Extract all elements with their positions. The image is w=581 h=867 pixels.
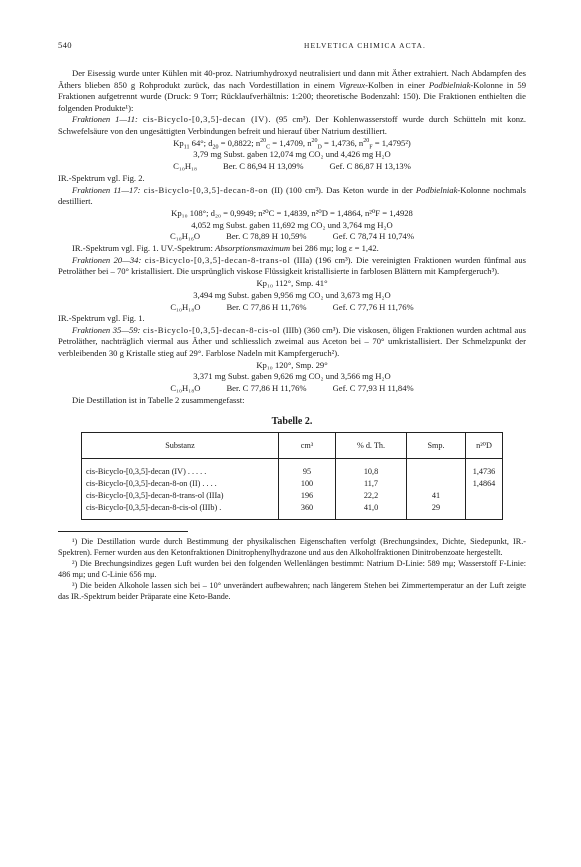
fraction-1-data <box>58 138 526 173</box>
fraction-2-formula: C₁₀H₁₆O Ber. C 78,89 H 10,59% Gef. C 78,74 H 10,74% <box>170 231 414 242</box>
col-substanz: Substanz <box>82 433 279 459</box>
fraction-4-boiling-point: Kp₁₀ 120°, Smp. 29° <box>256 359 328 370</box>
page-number: 540 <box>58 40 72 50</box>
table-row: cis-Bicyclo-[0,3,5]-decan (IV) . . . . . 95 10,8 1,4736 <box>82 459 502 479</box>
fraction-1-compound: cis-Bicyclo-[0,3,5]-decan (IV). <box>142 114 272 125</box>
fraction-3-label: Fraktionen 20—34: <box>72 254 142 265</box>
table-title: Tabelle 2. <box>271 415 313 427</box>
footnote-divider <box>58 531 188 532</box>
page-header <box>58 40 526 54</box>
fraction-3-ir: IR.-Spektrum vgl. Fig. 1. <box>58 313 145 324</box>
fraction-3-formula: C₁₀H₁₈O Ber. C 77,86 H 11,76% Gef. C 77,76 H 11,76% <box>170 301 414 312</box>
fraction-2-spectra: IR.-Spektrum vgl. Fig. 1. UV.-Spektrum: Absorptionsmaximum bei 286 mμ; log ε = 1,42. <box>72 243 379 254</box>
fraction-2-boiling-point: Kp₁₀ 108°; d₂₀ = 0,9949; n²⁰C = 1,4839, n²⁰D = 1,4864, n²⁰F = 1,4928 <box>171 207 413 218</box>
fraction-4-paragraph: Fraktionen 35—59: cis-Bicyclo-[0,3,5]-decan-8-cis-ol (IIIb) (360 cm³). Die viskosen, öligen Fraktionen wurden achtmal aus Petroläther, nachträglich viermal aus Äther und schliesslich zweimal aus Aceton bei – 70° umkristallisiert. Der Schmelzpunkt der verbleibenden 30 g Kristalle stieg auf 29°. Farblose Nadeln mit Kampfergeruch²). <box>58 324 526 359</box>
fraction-4-formula: C₁₀H₁₈O Ber. C 77,86 H 11,76% Gef. C 77,93 H 11,84% <box>170 383 414 394</box>
col-pct: % d. Th. <box>336 433 407 459</box>
table-2 <box>81 432 503 520</box>
fraction-2-label: Fraktionen 11—17: <box>72 184 141 195</box>
fraction-3-data <box>58 278 526 313</box>
fraction-1-label: Fraktionen 1—11: <box>72 114 138 125</box>
fraction-3-compound: cis-Bicyclo-[0,3,5]-decan-8-trans-ol <box>144 254 291 265</box>
fraction-4-compound: cis-Bicyclo-[0,3,5]-decan-8-cis-ol <box>142 324 281 335</box>
fraction-1-boiling-point: $Kp_{11}$ 64°; $d_{20} = 0,8822$; $n^{20}_C = 1,4709$, $n^{20}_D = 1,4736$, $n^{20}_F = 1,4795^2$) <box>173 137 411 151</box>
journal-page <box>58 40 526 602</box>
col-smp: Smp. <box>407 433 466 459</box>
footnote-3: ³) Die beiden Alkohole lassen sich bei – 10° unverändert aufbewahren; nach längerem Stehen bei Zimmertemperatur an der Luft zeigte das IR.-Spektrum beider Präparate eine Keto-Bande. <box>58 581 526 602</box>
fraction-2-paragraph: Fraktionen 11—17: cis-Bicyclo-[0,3,5]-decan-8-on (II) (100 cm³). Das Keton wurde in der Podbielniak-Kolonne nochmals destilliert. <box>58 184 526 207</box>
fraction-4-label: Fraktionen 35—59: <box>72 324 141 335</box>
intro-text-c: -Kolonne in 59 Fraktionen aufgetrennt wurde (Druck: 9 Torr; Rücklaufverhältnis: 1:200; theoretische Bodenzahl: 150). Die Fraktionen enthielten die folgenden Produkte¹): <box>58 79 527 113</box>
fraction-3-paragraph: Fraktionen 20—34: cis-Bicyclo-[0,3,5]-decan-8-trans-ol (IIIa) (196 cm³). Die vereinigten Fraktionen wurden fünfmal aus Petroläther bei – 70° kristallisiert. Die ursprünglich viskose Flüssigkeit kristallisierte in farblosen Blättern mit Kampfergeruch³). <box>58 254 526 277</box>
footnote-1: ¹) Die Destillation wurde durch Bestimmung der physikalischen Eigenschaften verfolgt (Brechungsindex, Dichte, Siedepunkt, IR.-Spektren). Ferner wurden aus den Ketonfraktionen Dinitrophenylhydrazone und aus den Alkoholfraktionen Dinitrobenzoate hergestellt. <box>58 537 526 558</box>
intro-text-b: -Kolben in einer <box>365 79 429 90</box>
fraction-1-text: (95 cm³). Der Kohlenwasserstoff wurde durch Schütteln mit konz. Schwefelsäure von den ungesättigten Verbindungen befreit und hierauf über Natrium destilliert. <box>58 114 526 136</box>
fraction-4-data <box>58 360 526 395</box>
fraction-1-ir: IR.-Spektrum vgl. Fig. 2. <box>58 172 145 183</box>
table-header-row <box>82 433 502 459</box>
col-cm3: cm³ <box>279 433 336 459</box>
intro-text-a: Der Eisessig wurde unter Kühlen mit 40-proz. Natriumhydroxyd neutralisiert und dann mit Äther extrahiert. Nach Abdampfen des Äthers blieben 850 g Rohprodukt zurück, das nach Vordestillation in einem <box>58 68 526 90</box>
fraction-1-paragraph <box>58 114 526 137</box>
fraction-1-analysis: 3,79 mg Subst. gaben 12,074 mg CO₂ und 4,426 mg H₂O <box>193 149 391 160</box>
table-row: cis-Bicyclo-[0,3,5]-decan-8-trans-ol (IIIa) 196 22,2 41 <box>82 490 502 502</box>
fraction-4-analysis: 3,371 mg Subst. gaben 9,626 mg CO₂ und 3,566 mg H₂O <box>193 371 391 382</box>
footnote-2: ²) Die Brechungsindizes gegen Luft wurden bei den folgenden Wellenlängen bestimmt: Natrium D-Linie: 589 mμ; Wasserstoff F-Linie: 486 mμ; und C-Linie 656 mμ. <box>58 559 526 580</box>
intro-podbielniak: Podbielniak <box>428 79 471 90</box>
running-title: HELVETICA CHIMICA ACTA. <box>304 41 426 50</box>
intro-vigreux: Vigreux <box>338 79 366 90</box>
fraction-3-analysis: 3,494 mg Subst. gaben 9,956 mg CO₂ und 3,673 mg H₂O <box>193 289 391 300</box>
summary-text: Die Destillation ist in Tabelle 2 zusammengefasst: <box>72 395 245 406</box>
fraction-2-compound: cis-Bicyclo-[0,3,5]-decan-8-on <box>143 184 269 195</box>
table-row: cis-Bicyclo-[0,3,5]-decan-8-cis-ol (IIIb) . 360 41,0 29 <box>82 502 502 520</box>
fraction-3-boiling-point: Kp₁₀ 112°, Smp. 41° <box>256 277 328 288</box>
intro-paragraph <box>58 68 526 114</box>
col-refractive-index: n²⁰D <box>466 433 503 459</box>
fraction-2-data <box>58 208 526 243</box>
fraction-2-analysis: 4,052 mg Subst. gaben 11,692 mg CO₂ und 3,764 mg H₂O <box>191 219 393 230</box>
table-row: cis-Bicyclo-[0,3,5]-decan-8-on (II) . . . . 100 11,7 1,4864 <box>82 478 502 490</box>
fraction-1-formula: C₁₀H₁₈ Ber. C 86,94 H 13,09% Gef. C 86,87 H 13,13% <box>173 161 411 172</box>
